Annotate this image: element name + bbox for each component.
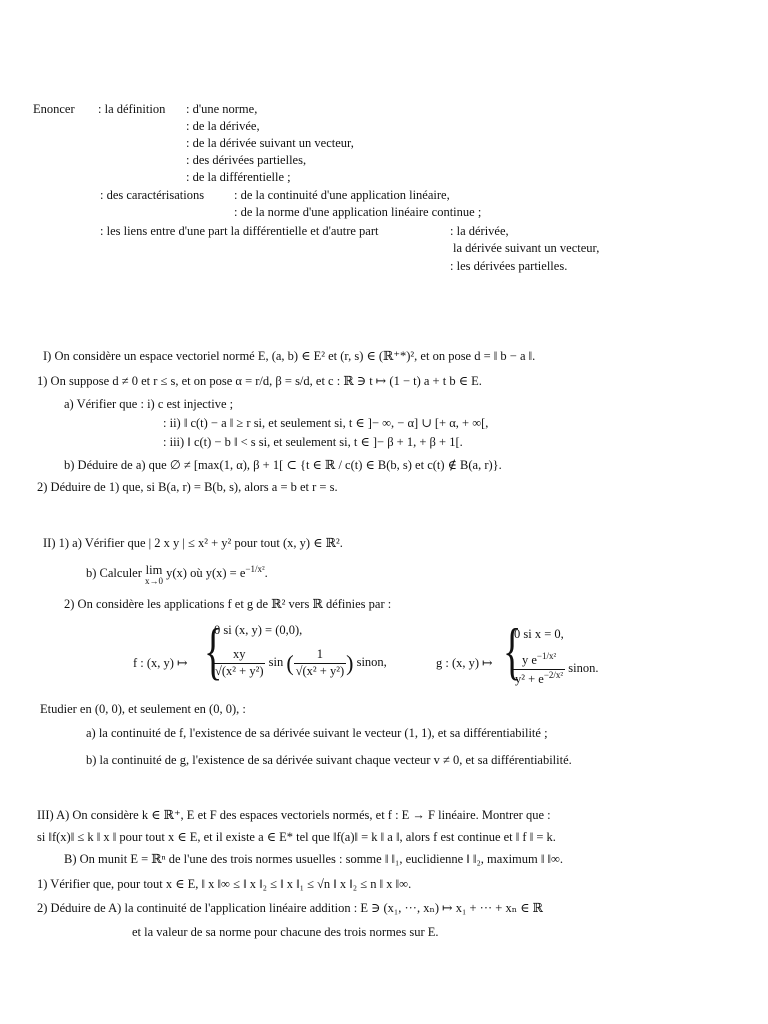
f-case-zero: 0 si (x, y) = (0,0), xyxy=(214,623,303,637)
f-label: f : (x, y) ↦ xyxy=(133,656,188,670)
part1-q2: 2) Déduire de 1) que, si B(a, r) = B(b, s), alors a = b et r = s. xyxy=(37,480,338,494)
part3-q2: 2) Déduire de A) la continuité de l'application linéaire addition : E ∋ (x₁, ···, xₙ) ↦ x₁ + ··· + xₙ ∈ ℝ xyxy=(37,901,544,915)
calculer-text: b) Calculer xyxy=(86,566,142,581)
sin-operator: sin xyxy=(268,655,284,669)
paren-close: ) xyxy=(346,650,354,676)
definition-item: : de la dérivée suivant un vecteur, xyxy=(186,136,354,150)
definition-item: : de la dérivée, xyxy=(186,119,260,133)
g-case-nonzero xyxy=(513,651,598,688)
function-text: y(x) où y(x) = e xyxy=(166,566,246,581)
left-brace: { xyxy=(204,615,223,686)
f-case-nonzero xyxy=(213,647,387,679)
part2-a: a) la continuité de f, l'existence de sa dérivée suivant le vecteur (1, 1), et sa différentiabilité ; xyxy=(86,726,548,740)
part3-b: B) On munit E = ℝⁿ de l'une des trois normes usuelles : somme ‖ ‖₁, euclidienne ‖ ‖₂, maximum ‖ ‖∞. xyxy=(64,852,564,866)
part2-q1b: b) Calculer lim x→0 y(x) où $y(x) = e^{-1/x^2}$. xyxy=(86,563,268,586)
part1-q1a-iii: : iii) ‖ c(t) − b ‖ < s si, et seulement si, t ∈ ]− β + 1, + β + 1[. xyxy=(163,435,463,449)
g-case-zero: 0 si x = 0, xyxy=(514,627,564,641)
fraction-xy: $\frac{xy}{\text{√(x² + y²)}}$ xyxy=(215,647,264,678)
part1-intro: I) On considère un espace vectoriel normé E, (a, b) ∈ E² et (r, s) ∈ (ℝ⁺*)², et on pose d = ‖ b − a ‖. xyxy=(43,349,536,363)
definition-label: : la définition xyxy=(98,102,166,116)
lien-item: la dérivée suivant un vecteur, xyxy=(453,241,600,255)
lien-item: : les dérivées partielles. xyxy=(450,259,568,273)
caracterisation-item: : de la norme d'une application linéaire continue ; xyxy=(234,205,482,219)
part3-q2b: et la valeur de sa norme pour chacune des trois normes sur E. xyxy=(132,925,439,939)
part1-q1b: b) Déduire de a) que ∅ ≠ [max(1, α), β + 1[ ⊂ {t ∈ ℝ / c(t) ∈ B(b, s) et c(t) ∉ B(a, r)}. xyxy=(64,458,502,472)
exponent: −1/x² xyxy=(245,564,265,574)
definition-item: : de la différentielle ; xyxy=(186,170,291,184)
g-label: g : (x, y) ↦ xyxy=(436,656,493,670)
lien-item: : la dérivée, xyxy=(450,224,509,238)
part2-q2: 2) On considère les applications f et g de ℝ² vers ℝ définies par : xyxy=(64,597,392,611)
paren-open: ( xyxy=(286,650,294,676)
fraction-inverse: $\frac{1}{\text{√(x² + y²)}}$ xyxy=(295,647,345,678)
sinon-text: sinon. xyxy=(568,661,599,676)
part3-a1: III) A) On considère k ∈ ℝ⁺, E et F des espaces vectoriels normés, et f : E → F linéaire. Montrer que : xyxy=(37,808,551,822)
etudier-text: Etudier en (0, 0), et seulement en (0, 0), : xyxy=(40,702,246,716)
part1-q1: 1) On suppose d ≠ 0 et r ≤ s, et on pose α = r/d, β = s/d, et c : ℝ ∋ t ↦ (1 − t) a + t b ∈ E. xyxy=(37,374,482,388)
sinon-text: sinon, xyxy=(356,655,387,669)
definition-item: : d'une norme, xyxy=(186,102,258,116)
left-brace: { xyxy=(503,615,522,686)
enoncer-heading: Enoncer xyxy=(33,102,75,116)
part1-q1a: a) Vérifier que : i) c est injective ; xyxy=(64,397,234,411)
caracterisation-item: : de la continuité d'une application linéaire, xyxy=(234,188,450,202)
part1-q1a-ii: : ii) ‖ c(t) − a ‖ ≥ r si, et seulement si, t ∈ ]− ∞, − α] ∪ [+ α, + ∞[, xyxy=(163,416,489,430)
part2-b: b) la continuité de g, l'existence de sa dérivée suivant chaque vecteur v ≠ 0, et sa différentiabilité. xyxy=(86,753,572,767)
part3-a2: si ‖f(x)‖ ≤ k ‖ x ‖ pour tout x ∈ E, et il existe a ∈ E* tel que ‖f(a)‖ = k ‖ a ‖, alors f est continue et ‖ f ‖ = k. xyxy=(37,830,556,844)
limit-operator: lim x→0 xyxy=(145,563,164,586)
liens-label: : les liens entre d'une part la différentielle et d'autre part xyxy=(100,224,379,238)
definition-item: : des dérivées partielles, xyxy=(186,153,307,167)
fraction-g: $\frac{y e^{-1/x^2}}{y^2 + e^{-2/x^2}}$ xyxy=(515,651,564,686)
caracterisations-label: : des caractérisations xyxy=(100,188,205,202)
part3-q1: 1) Vérifier que, pour tout x ∈ E, ‖ x ‖∞ ≤ ‖ x ‖₂ ≤ ‖ x ‖₁ ≤ √n ‖ x ‖₂ ≤ n ‖ x ‖∞. xyxy=(37,877,412,891)
part2-q1a: II) 1) a) Vérifier que | 2 x y | ≤ x² + y² pour tout (x, y) ∈ ℝ². xyxy=(43,536,343,550)
